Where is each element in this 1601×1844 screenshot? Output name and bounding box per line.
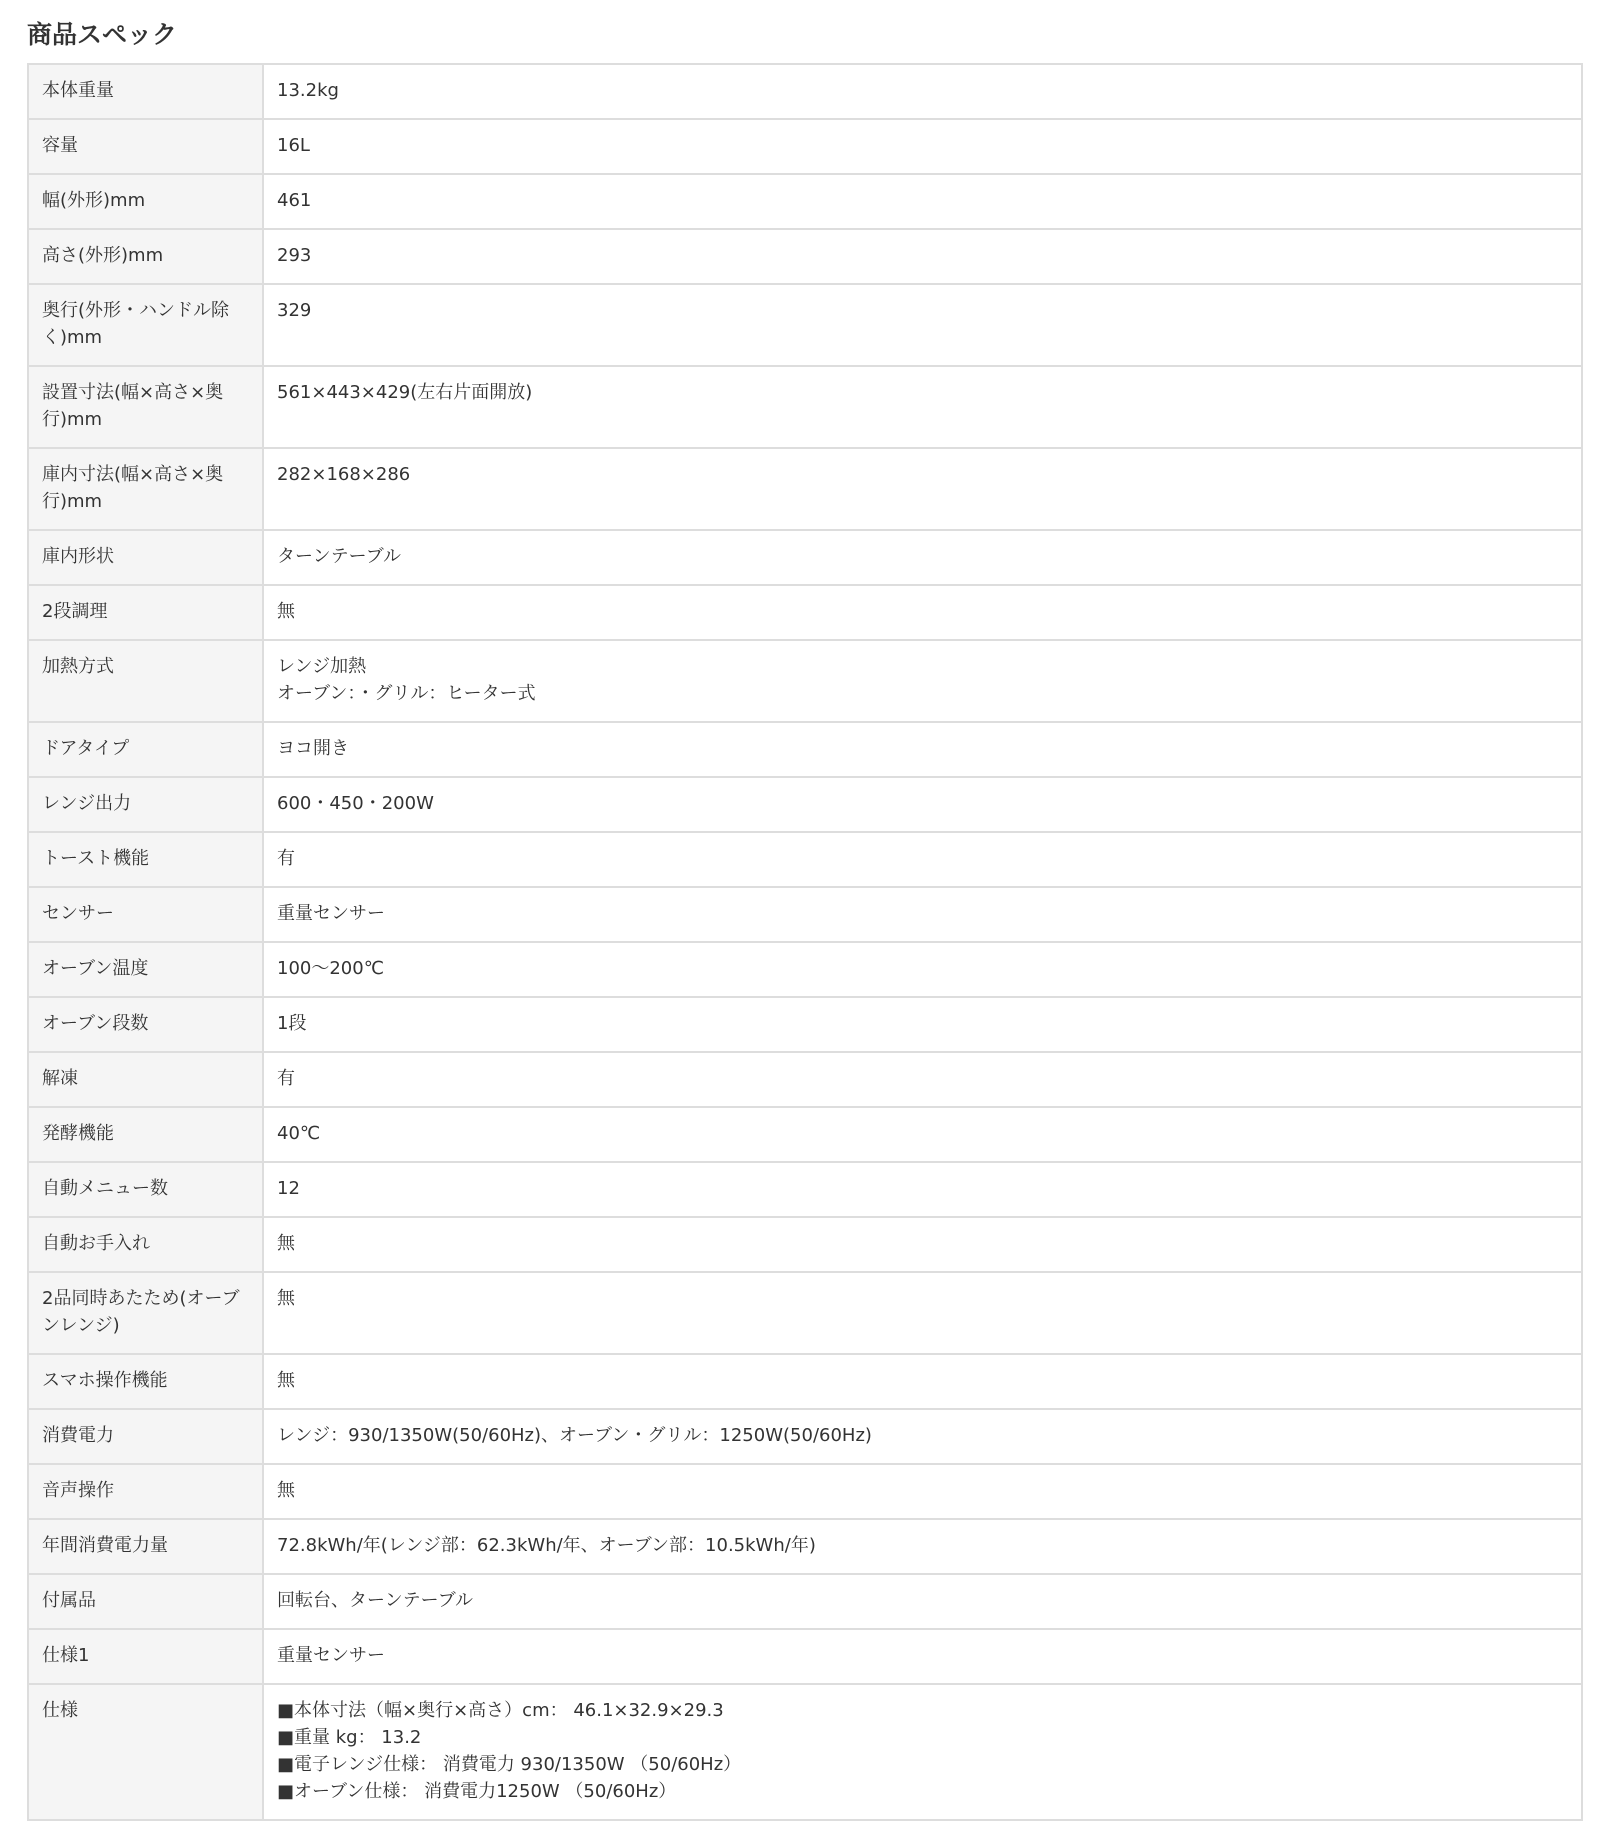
spec-value-line: 無	[277, 1480, 295, 1501]
spec-row	[28, 640, 1582, 722]
spec-label: 庫内形状	[28, 530, 263, 585]
spec-value-line: 無	[277, 1233, 295, 1254]
spec-label: 自動お手入れ	[28, 1217, 263, 1272]
spec-label: 2品同時あたため(オーブンレンジ)	[28, 1272, 263, 1354]
spec-value-line: 329	[277, 300, 312, 321]
spec-label: 自動メニュー数	[28, 1162, 263, 1217]
spec-label: 本体重量	[28, 64, 263, 119]
spec-label: レンジ出力	[28, 777, 263, 832]
spec-value-line: 有	[277, 1068, 295, 1089]
spec-row	[28, 284, 1582, 366]
spec-label: ドアタイプ	[28, 722, 263, 777]
spec-row	[28, 174, 1582, 229]
spec-row	[28, 1684, 1582, 1820]
spec-value	[263, 119, 1582, 174]
spec-row	[28, 448, 1582, 530]
spec-row	[28, 1409, 1582, 1464]
spec-label: スマホ操作機能	[28, 1354, 263, 1409]
spec-table-body	[28, 64, 1582, 1820]
spec-value-line: 有	[277, 848, 295, 869]
spec-value	[263, 1409, 1582, 1464]
spec-value	[263, 366, 1582, 448]
spec-value	[263, 997, 1582, 1052]
spec-value	[263, 64, 1582, 119]
spec-value-line: 461	[277, 190, 312, 211]
spec-value	[263, 1574, 1582, 1629]
spec-value	[263, 585, 1582, 640]
spec-value-line: ターンテーブル	[277, 546, 402, 567]
spec-value	[263, 1217, 1582, 1272]
spec-value-line: 600・450・200W	[277, 793, 434, 814]
spec-label: トースト機能	[28, 832, 263, 887]
spec-row	[28, 1052, 1582, 1107]
spec-label: 消費電力	[28, 1409, 263, 1464]
spec-value	[263, 448, 1582, 530]
spec-value-line: ヨコ開き	[277, 738, 349, 759]
spec-label: 高さ(外形)mm	[28, 229, 263, 284]
spec-row	[28, 1519, 1582, 1574]
spec-row	[28, 1574, 1582, 1629]
spec-value	[263, 530, 1582, 585]
spec-value	[263, 284, 1582, 366]
spec-row	[28, 1272, 1582, 1354]
spec-label: 幅(外形)mm	[28, 174, 263, 229]
spec-value	[263, 777, 1582, 832]
spec-value	[263, 1684, 1582, 1820]
spec-value	[263, 942, 1582, 997]
spec-label: 年間消費電力量	[28, 1519, 263, 1574]
spec-value-line: 561×443×429(左右片面開放)	[277, 382, 533, 403]
spec-row	[28, 1464, 1582, 1519]
section-title: 商品スペック	[27, 19, 178, 49]
spec-row	[28, 1629, 1582, 1684]
spec-label: センサー	[28, 887, 263, 942]
spec-value-line: 12	[277, 1178, 300, 1199]
spec-label: 発酵機能	[28, 1107, 263, 1162]
spec-row	[28, 1217, 1582, 1272]
spec-row	[28, 722, 1582, 777]
spec-row	[28, 119, 1582, 174]
spec-row	[28, 1354, 1582, 1409]
spec-row	[28, 1162, 1582, 1217]
spec-value-line: 13.2kg	[277, 80, 339, 101]
spec-value	[263, 1107, 1582, 1162]
spec-row	[28, 1107, 1582, 1162]
spec-value-line: 重量センサー	[277, 1645, 385, 1666]
spec-row	[28, 887, 1582, 942]
spec-value	[263, 174, 1582, 229]
spec-row	[28, 229, 1582, 284]
spec-value-line: 無	[277, 1370, 295, 1391]
spec-value-line: 40℃	[277, 1123, 321, 1144]
spec-label: 容量	[28, 119, 263, 174]
spec-value-line: 100～200℃	[277, 958, 384, 979]
spec-value-line: 重量センサー	[277, 903, 385, 924]
spec-row	[28, 585, 1582, 640]
spec-value-line: 無	[277, 601, 295, 622]
spec-table	[27, 63, 1583, 1821]
spec-value	[263, 640, 1582, 722]
spec-value-line: 1段	[277, 1013, 307, 1034]
spec-value	[263, 1354, 1582, 1409]
spec-section	[27, 0, 1583, 1821]
spec-row	[28, 64, 1582, 119]
spec-value	[263, 1519, 1582, 1574]
spec-row	[28, 997, 1582, 1052]
spec-value-line: オーブン：・グリル：ヒーター式	[277, 683, 536, 704]
spec-label: オーブン段数	[28, 997, 263, 1052]
spec-value-line: 16L	[277, 135, 310, 156]
spec-label: 解凍	[28, 1052, 263, 1107]
spec-label: 付属品	[28, 1574, 263, 1629]
spec-value	[263, 887, 1582, 942]
spec-label: 仕様	[28, 1684, 263, 1820]
spec-value-line: ■本体寸法（幅×奥行×高さ）cm： 46.1×32.9×29.3	[277, 1700, 724, 1721]
spec-value	[263, 229, 1582, 284]
spec-value	[263, 1629, 1582, 1684]
spec-value-line: ■電子レンジ仕様： 消費電力 930/1350W （50/60Hz）	[277, 1754, 742, 1775]
spec-label: 庫内寸法(幅×高さ×奥行)mm	[28, 448, 263, 530]
spec-value	[263, 722, 1582, 777]
spec-label: 2段調理	[28, 585, 263, 640]
spec-value	[263, 1464, 1582, 1519]
spec-row	[28, 777, 1582, 832]
spec-value	[263, 1162, 1582, 1217]
spec-label: 仕様1	[28, 1629, 263, 1684]
spec-value-line: 282×168×286	[277, 464, 411, 485]
spec-label: 設置寸法(幅×高さ×奥行)mm	[28, 366, 263, 448]
spec-label: オーブン温度	[28, 942, 263, 997]
spec-value-line: レンジ：930/1350W(50/60Hz)、オーブン・グリル：1250W(50/60Hz)	[277, 1425, 872, 1446]
spec-row	[28, 366, 1582, 448]
spec-value-line: 293	[277, 245, 312, 266]
spec-value-line: レンジ加熱	[277, 656, 367, 677]
spec-row	[28, 530, 1582, 585]
spec-value-line: ■オーブン仕様： 消費電力1250W （50/60Hz）	[277, 1781, 677, 1802]
spec-value-line: ■重量 kg： 13.2	[277, 1727, 422, 1748]
spec-label: 奥行(外形・ハンドル除く)mm	[28, 284, 263, 366]
spec-label: 音声操作	[28, 1464, 263, 1519]
spec-value-line: 回転台、ターンテーブル	[277, 1590, 474, 1611]
spec-value-line: 72.8kWh/年(レンジ部：62.3kWh/年、オーブン部：10.5kWh/年)	[277, 1535, 816, 1556]
spec-value	[263, 1272, 1582, 1354]
spec-row	[28, 942, 1582, 997]
spec-value-line: 無	[277, 1288, 295, 1309]
spec-value	[263, 1052, 1582, 1107]
spec-value	[263, 832, 1582, 887]
spec-label: 加熱方式	[28, 640, 263, 722]
spec-row	[28, 832, 1582, 887]
